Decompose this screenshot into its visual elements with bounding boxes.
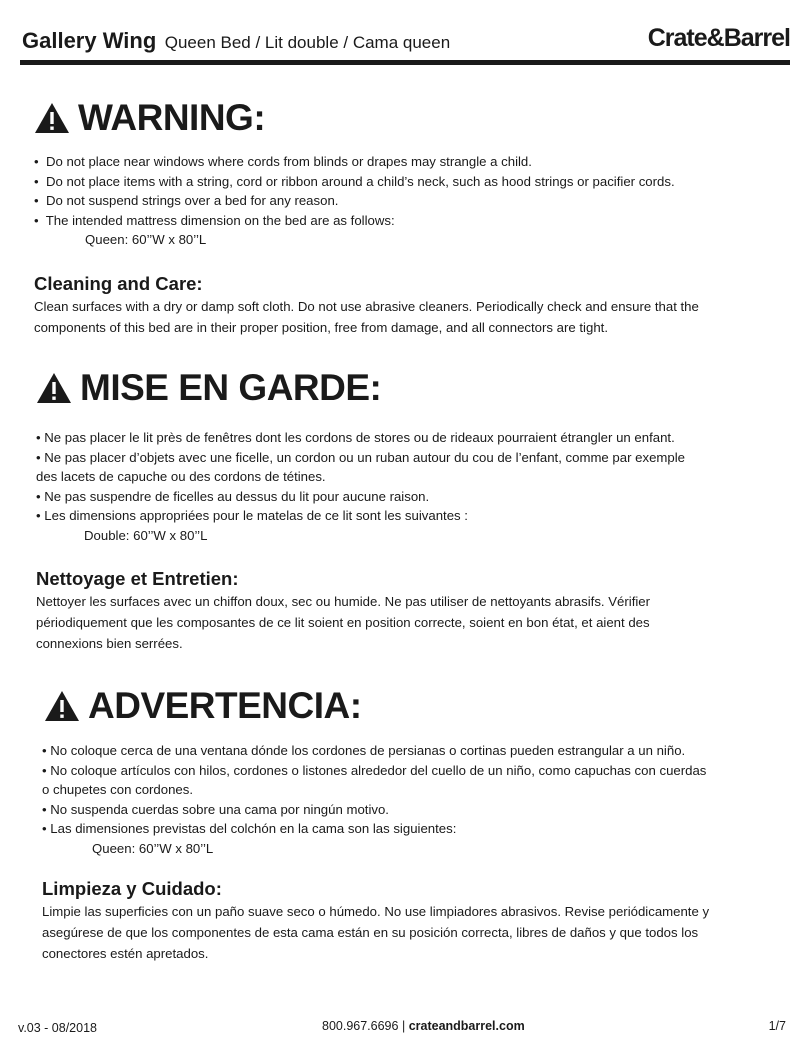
warning-title-fr: MISE EN GARDE: <box>80 367 382 408</box>
warning-list-es <box>42 741 802 859</box>
list-item: • Do not place items with a string, cord or ribbon around a child’s neck, such as hood strings or pacifier cords. <box>34 173 675 189</box>
warning-heading-es <box>44 684 808 728</box>
warning-list-en <box>34 152 794 250</box>
warning-title-en: WARNING: <box>78 97 266 138</box>
warning-section-es <box>0 684 808 728</box>
list-item: • No coloque cerca de una ventana dónde los cordones de persianas o cortinas pueden estrangular a un niño. <box>42 743 686 758</box>
warning-triangle-icon <box>36 372 72 404</box>
care-section-fr <box>36 567 796 654</box>
list-item: o chupetes con cordones. <box>42 782 194 798</box>
list-item: • No suspenda cuerdas sobre una cama por ningún motivo. <box>42 801 389 817</box>
version-label: v.03 - 08/2018 <box>18 1021 97 1035</box>
care-text-en: Clean surfaces with a dry or damp soft cloth. Do not use abrasive cleaners. Periodically check and ensure that the components of this bed are in their proper position, free from damage, and all connectors are tight. <box>34 299 699 335</box>
care-text-es: Limpie las superficies con un paño suave seco o húmedo. No use limpiadores abrasivos. Revise periódicamente y asegúrese de que los componentes de esta cama están en su posición correcta, libres de daños y que todos los conectores estén apretados. <box>42 904 710 961</box>
page-number: 1/7 <box>768 1019 786 1033</box>
list-item: • Ne pas suspendre de ficelles au dessus du lit pour aucune raison. <box>36 488 430 504</box>
phone-number: 800.967.6696 <box>322 1019 399 1033</box>
list-item: • Les dimensions appropriées pour le matelas de ce lit sont les suivantes : <box>36 508 468 524</box>
list-item: • Do not place near windows where cords from blinds or drapes may strangle a child. <box>34 154 532 169</box>
product-subtitle: Queen Bed / Lit double / Cama queen <box>164 33 451 52</box>
warning-heading-en <box>34 96 808 140</box>
mattress-dimension-en: Queen: 60’’W x 80’’L <box>85 232 207 248</box>
page-footer <box>0 1019 808 1039</box>
product-name: Gallery Wing <box>22 28 157 53</box>
list-item: • No coloque artículos con hilos, cordones o listones alrededor del cuello de un niño, como capuchas con cuerdas <box>42 762 707 778</box>
list-item: • Ne pas placer le lit près de fenêtres dont les cordons de stores ou de rideaux pourraient étrangler un enfant. <box>36 430 675 445</box>
document-title <box>22 28 450 54</box>
brand-logo: Crate&Barrel <box>647 24 790 52</box>
list-item: • Do not suspend strings over a bed for any reason. <box>34 193 339 209</box>
mattress-dimension-es: Queen: 60’’W x 80’’L <box>92 840 214 856</box>
warning-triangle-icon <box>44 690 80 722</box>
warning-heading-fr <box>36 366 808 410</box>
warning-section-en <box>0 96 808 140</box>
care-section-en <box>34 272 794 338</box>
mattress-dimension-fr: Double: 60’’W x 80’’L <box>84 527 208 543</box>
warning-title-es: ADVERTENCIA: <box>88 685 362 726</box>
care-heading-fr: Nettoyage et Entretien: <box>36 568 239 589</box>
care-text-fr: Nettoyer les surfaces avec un chiffon doux, sec ou humide. Ne pas utiliser de nettoyants abrasifs. Vérifier périodiquement que les composantes de ce lit soient en position correcte, soient en bon état, et aient des connexions bien serrées. <box>36 594 651 651</box>
care-heading-en: Cleaning and Care: <box>34 273 203 294</box>
warning-list-fr <box>36 428 796 546</box>
list-item: • Ne pas placer d’objets avec une ficelle, un cordon ou un ruban autour du cou de l’enfant, comme par exemple <box>36 449 686 465</box>
list-item: • The intended mattress dimension on the bed are as follows: <box>34 212 395 228</box>
warning-section-fr <box>0 366 808 410</box>
warning-triangle-icon <box>34 102 70 134</box>
contact-info <box>322 1019 525 1033</box>
care-section-es <box>42 877 802 964</box>
list-item: des lacets de capuche ou des cordons de tétines. <box>36 469 326 485</box>
website-link[interactable]: crateandbarrel.com <box>408 1019 525 1033</box>
care-heading-es: Limpieza y Cuidado: <box>42 878 222 899</box>
separator: | <box>401 1019 406 1033</box>
page-header <box>20 22 790 65</box>
list-item: • Las dimensiones previstas del colchón en la cama son las siguientes: <box>42 821 457 837</box>
